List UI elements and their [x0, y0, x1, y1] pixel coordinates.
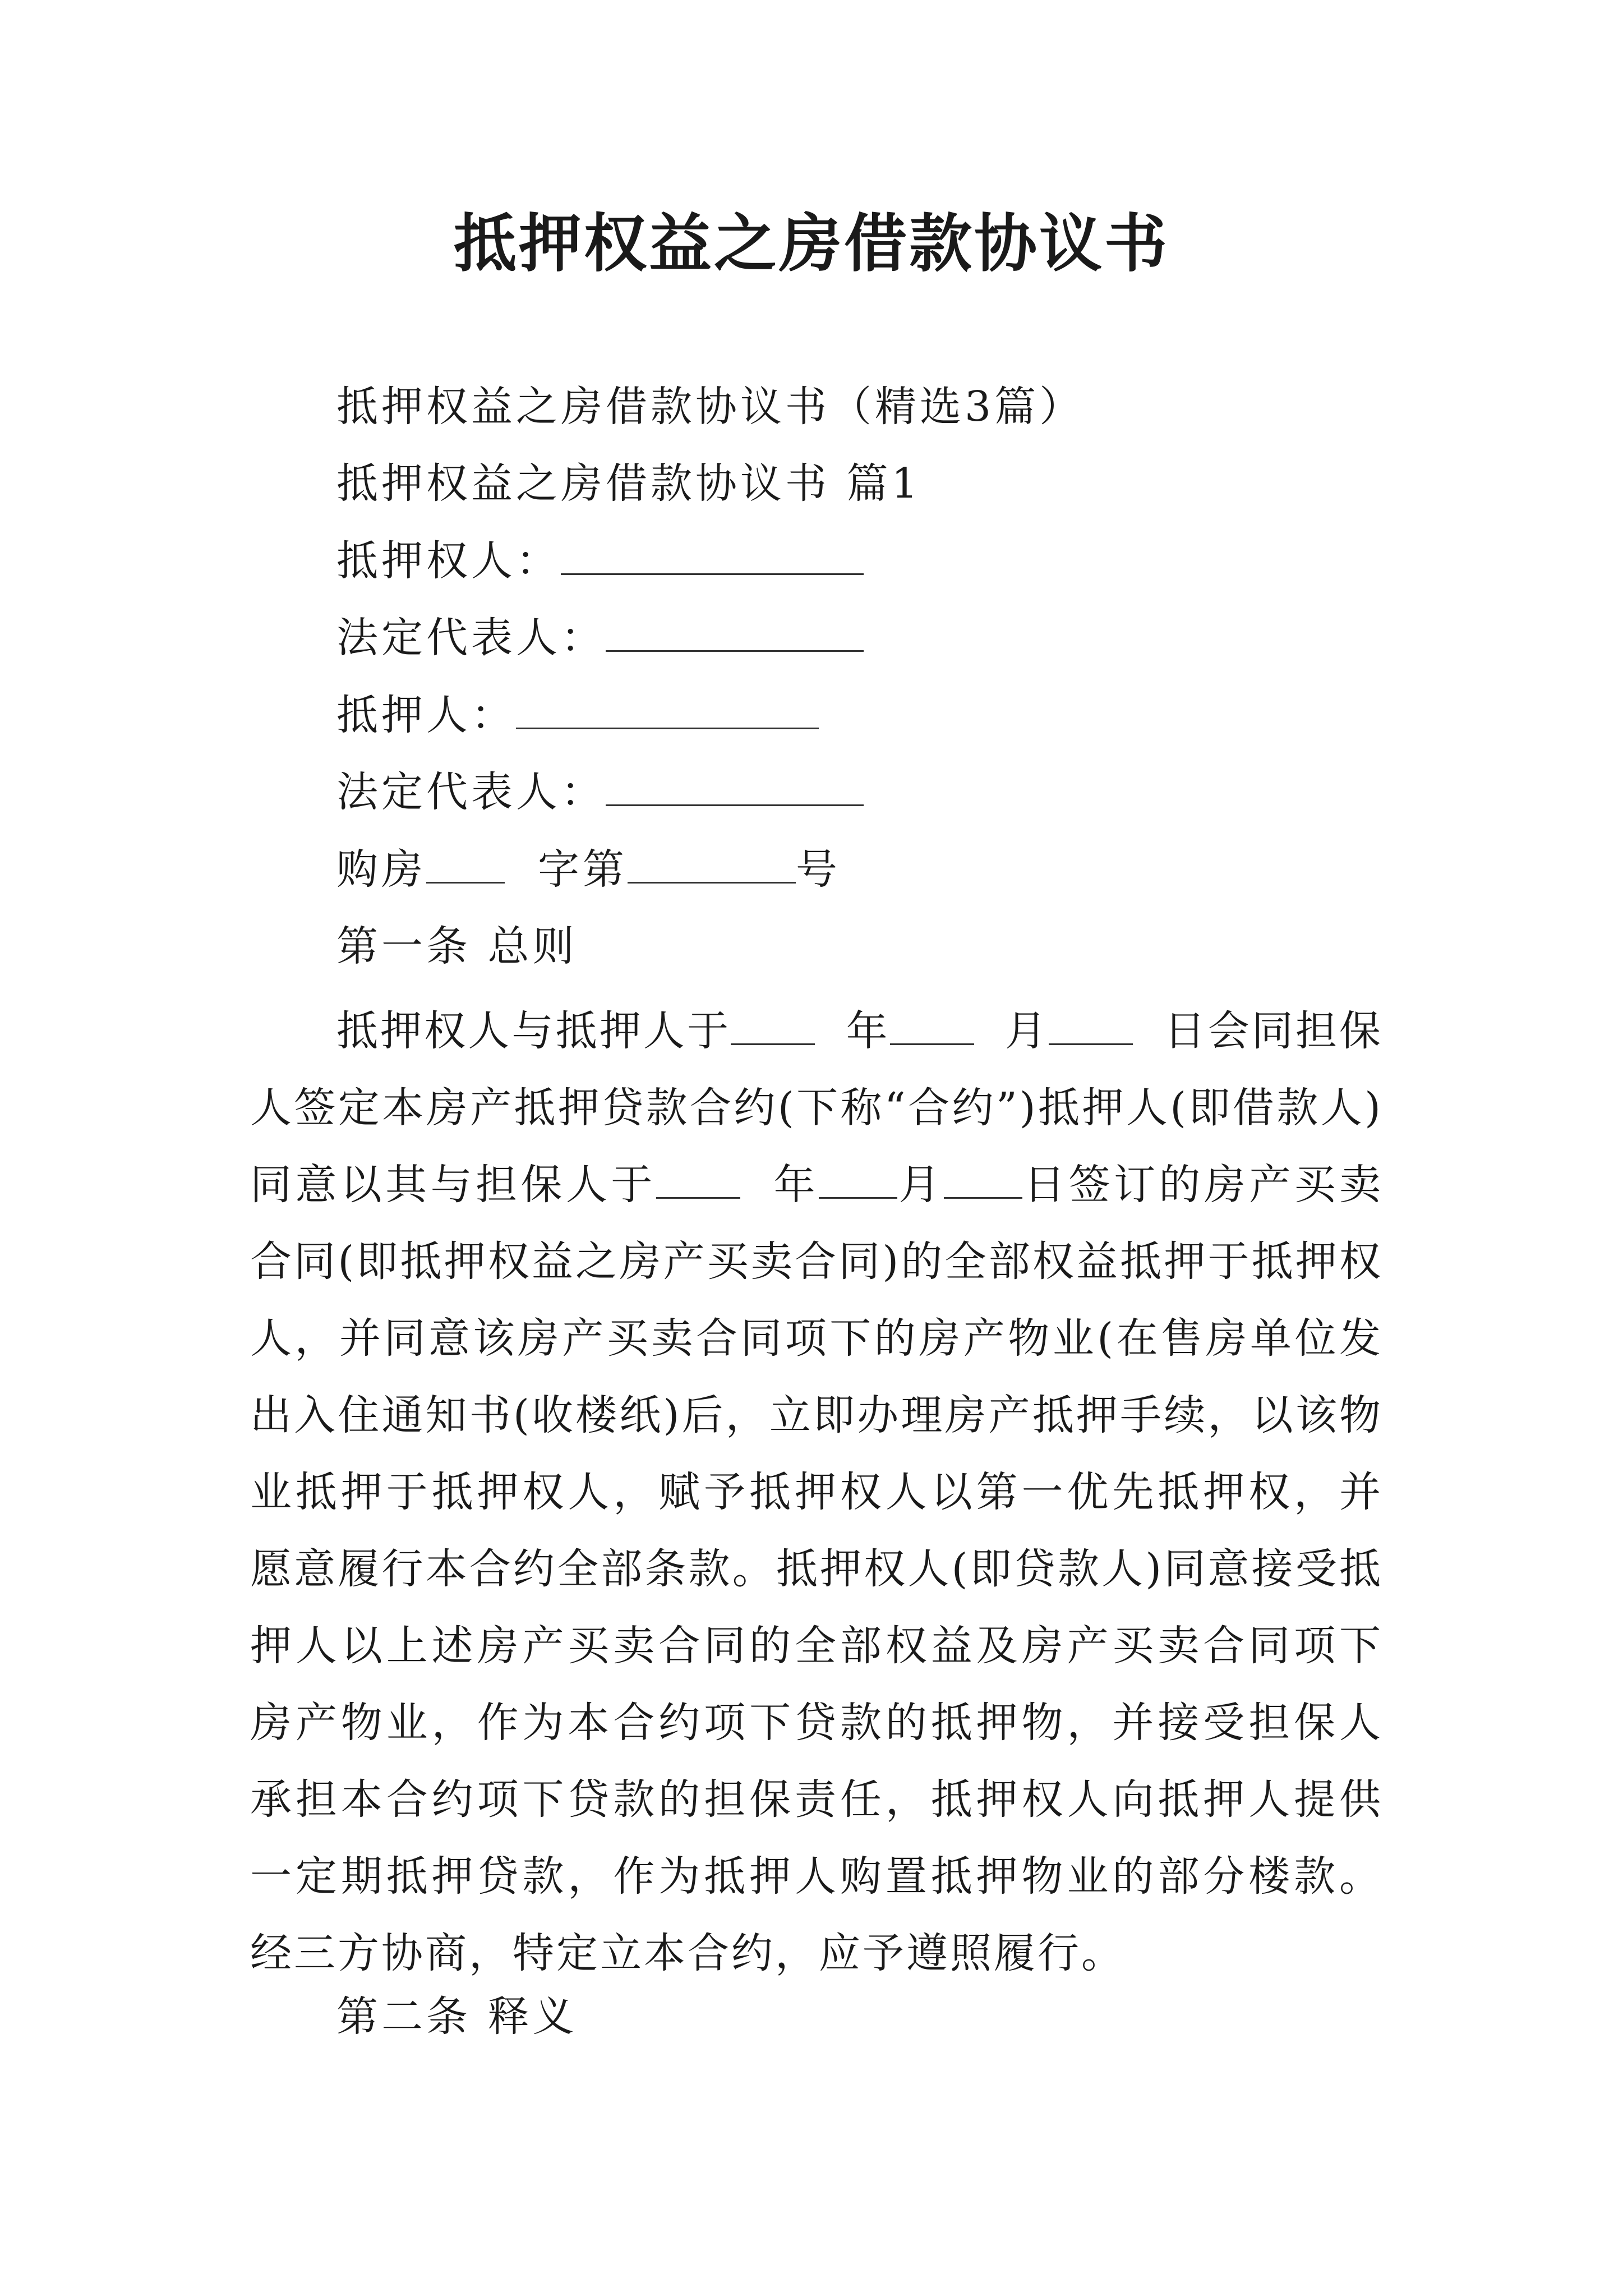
- article-2-heading: 第二条 释义: [336, 1993, 578, 2041]
- purchase-blank-1: [426, 843, 505, 884]
- year-label-1: 年: [846, 1007, 890, 1055]
- article-1-text-1: 抵押权人与抵押人于: [336, 1007, 731, 1055]
- year-label-2: 年: [773, 1161, 819, 1209]
- date-month-blank-1: [890, 1009, 974, 1045]
- mortgagor-field: [336, 687, 819, 743]
- mortgagee-blank: [561, 534, 864, 575]
- document-title: 抵押权益之房借款协议书: [454, 207, 1169, 280]
- purchase-blank-2: [628, 843, 796, 884]
- date-day-blank-1: [1049, 1009, 1133, 1045]
- legal-rep-label-2: 法定代表人：: [336, 768, 606, 816]
- section-heading: 抵押权益之房借款协议书 篇1: [336, 459, 921, 508]
- article-1-text-3: 日签订的房产买卖合同(即抵押权益之房产买卖合同)的全部权益抵押于抵押权人，并同意该房产买卖合同项下的房产物业(在售房单位发出入住通知书(收楼纸)后，立即办理房产抵押手续，以该物业抵押于抵押权人，赋予抵押权人以第一优先抵押权，并愿意履行本合约全部条款。抵押权人(即贷款人)同意接受抵押人以上述房产买卖合同的全部权益及房产买卖合同项下房产物业，作为本合约项下贷款的抵押物，并接受担保人承担本合约项下贷款的担保责任，抵押权人向抵押人提供一定期抵押贷款，作为抵押人购置抵押物业的部分楼款。经三方协商，特定立本合约，应予遵照履行。: [250, 1161, 1384, 1977]
- legal-rep-label-1: 法定代表人：: [336, 614, 606, 662]
- document-subtitle: 抵押权益之房借款协议书（精选3篇）: [336, 383, 1085, 431]
- mortgagee-field: [336, 533, 864, 589]
- mortgagee-label: 抵押权人：: [336, 537, 561, 585]
- purchase-prefix: 购房: [336, 845, 426, 894]
- legal-rep-blank-1: [606, 611, 864, 652]
- mortgagor-blank: [516, 688, 819, 729]
- article-1-body: [250, 993, 1383, 1992]
- article-1-heading: 第一条 总则: [336, 922, 578, 970]
- month-label-2: 月: [897, 1161, 944, 1209]
- legal-rep-field-2: [336, 764, 864, 820]
- legal-rep-field-1: [336, 610, 864, 666]
- date-year-blank-1: [731, 1009, 815, 1045]
- date-day-blank-2: [944, 1162, 1022, 1199]
- purchase-number-field: [336, 841, 841, 898]
- date-year-blank-2: [656, 1162, 740, 1199]
- article-1-text-2: 日会同担保人签定本房产抵押贷款合约(下称“合约”)抵押人(即借款人)同意以其与担保人于: [250, 1007, 1384, 1209]
- mortgagor-label: 抵押人：: [336, 691, 516, 739]
- date-month-blank-2: [819, 1162, 897, 1199]
- legal-rep-blank-2: [606, 765, 864, 806]
- purchase-middle: 字第: [538, 845, 628, 894]
- purchase-suffix: 号: [796, 845, 841, 894]
- month-label-1: 月: [1005, 1007, 1049, 1055]
